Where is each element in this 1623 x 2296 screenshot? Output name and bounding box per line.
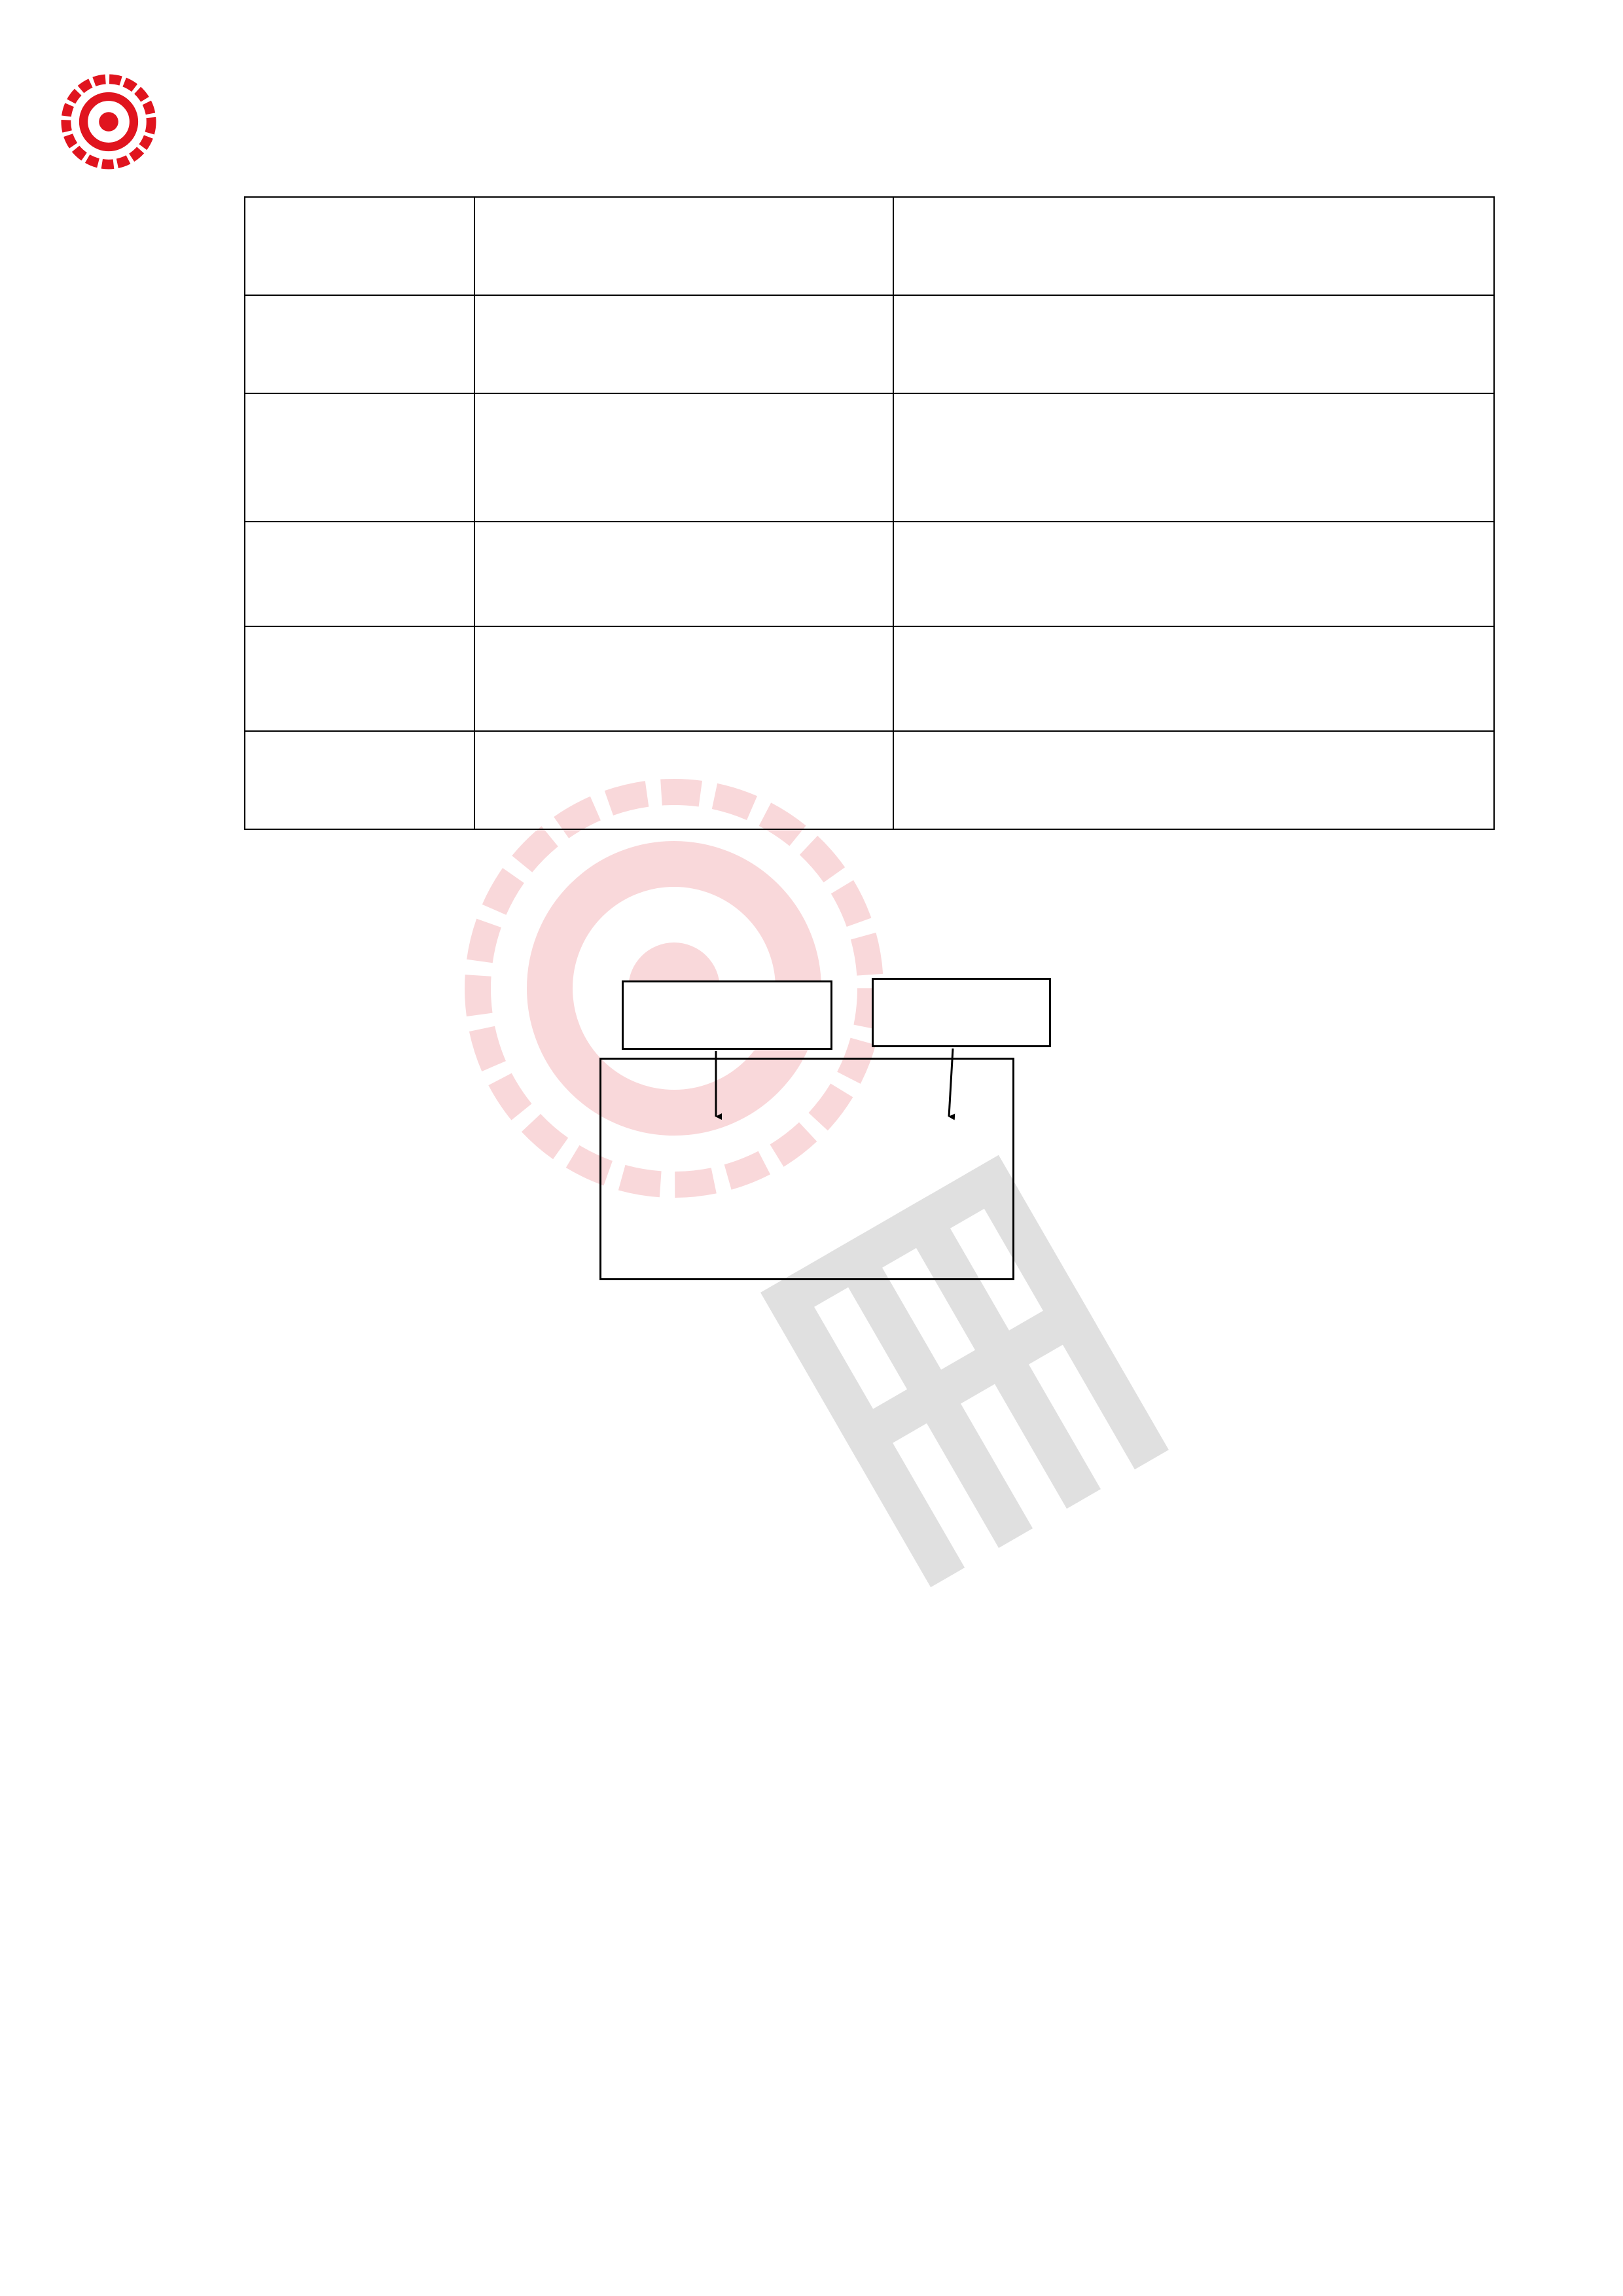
- error-action: [893, 522, 1494, 626]
- error-code: [245, 393, 474, 522]
- error-code: [245, 522, 474, 626]
- error-code: [245, 197, 474, 295]
- error-description: [474, 626, 893, 731]
- error-description: [474, 295, 893, 393]
- error-code: [245, 731, 474, 829]
- error-code-table: [244, 196, 1495, 830]
- table-row: [245, 295, 1494, 393]
- error-description: [474, 393, 893, 522]
- error-action: [893, 197, 1494, 295]
- port14-label-box: [622, 980, 832, 1050]
- table-row: [245, 626, 1494, 731]
- pin-grid: [602, 1394, 1008, 1538]
- error-action: [893, 626, 1494, 731]
- pin-map-diagram: [602, 1348, 1008, 1571]
- table-row: [245, 197, 1494, 295]
- qixing-logo-icon: [60, 73, 157, 170]
- pedal-label-box: [872, 978, 1051, 1047]
- error-action: [893, 393, 1494, 522]
- error-code: [245, 295, 474, 393]
- port-connectors-diagram: [599, 1047, 1018, 1283]
- table-row: [245, 522, 1494, 626]
- error-description: [474, 522, 893, 626]
- error-description: [474, 731, 893, 829]
- table-row: [245, 393, 1494, 522]
- error-action: [893, 295, 1494, 393]
- error-description: [474, 197, 893, 295]
- table-row: [245, 731, 1494, 829]
- error-code: [245, 626, 474, 731]
- error-action: [893, 731, 1494, 829]
